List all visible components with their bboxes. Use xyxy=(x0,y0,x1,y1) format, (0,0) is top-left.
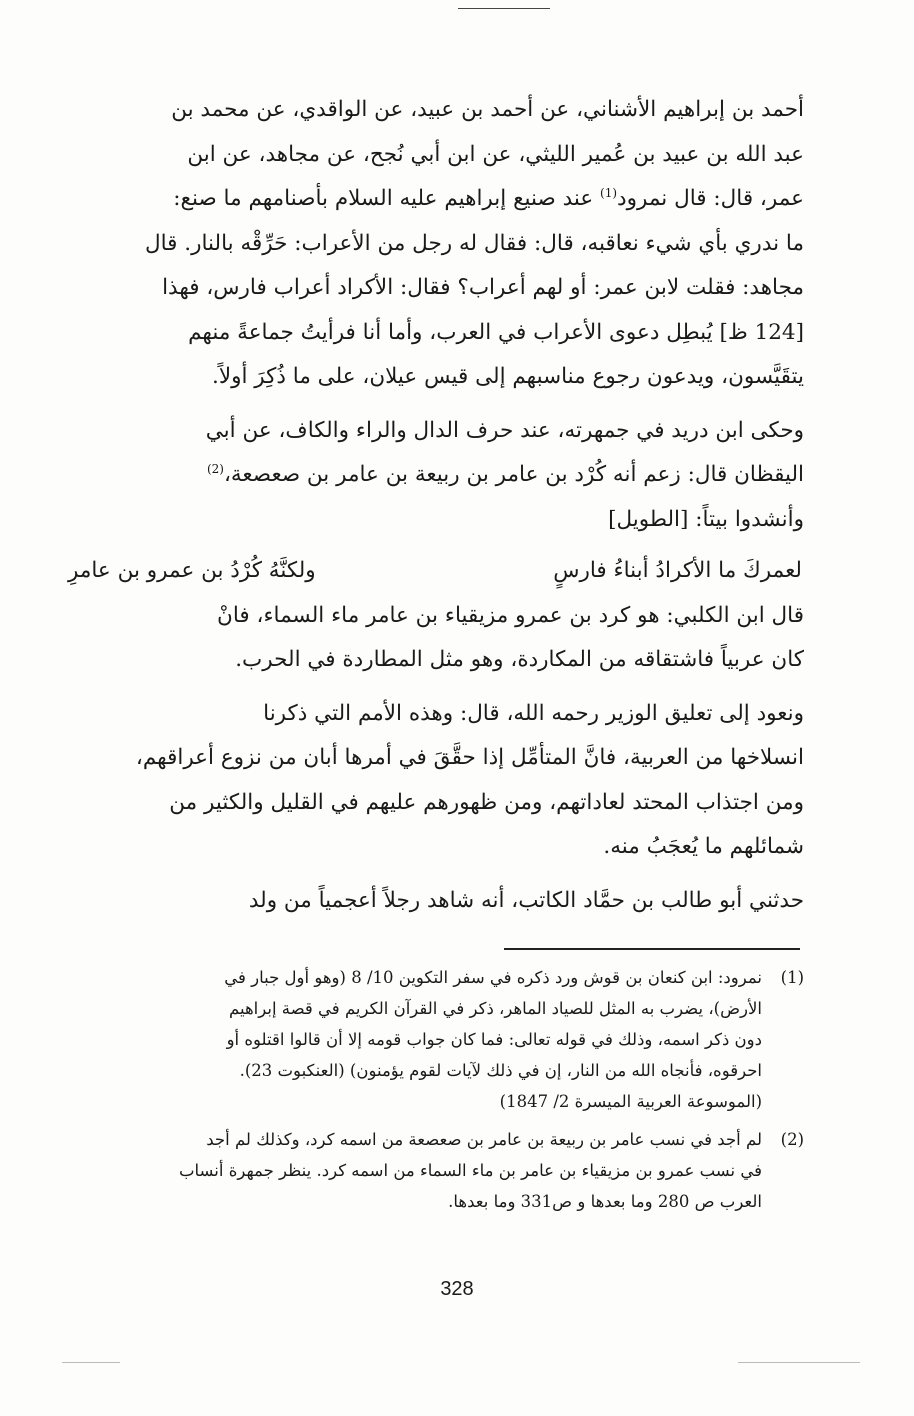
text-line: حدثني أبو طالب بن حمَّاد الكاتب، أنه شاهد رجلاً أعجمياً من ولد xyxy=(248,887,804,913)
paragraph-4 xyxy=(66,692,804,870)
text-line: ومن اجتذاب المحتد لعاداتهم، ومن ظهورهم عليهم في القليل والكثير من xyxy=(169,789,804,815)
bottom-rule-right xyxy=(738,1362,860,1363)
footnote-2 xyxy=(66,1124,804,1217)
paragraph-2 xyxy=(66,409,804,543)
text-line: كان عربياً فاشتقاقه من المكاردة، وهو مثل المطاردة في الحرب. xyxy=(235,647,804,672)
paragraph-3 xyxy=(66,594,804,683)
text-line: [124 ظ] يُبطِل دعوى الأعراب في العرب، وأما أنا فرأيتُ جماعةً منهم xyxy=(188,319,804,345)
text-line: ونعود إلى تعليق الوزير رحمه الله، قال: وهذه الأمم التي ذكرنا xyxy=(263,700,804,726)
bottom-rule-left xyxy=(62,1362,120,1363)
text-line: اليقظان قال: زعم أنه كُرْد بن عامر بن ربيعة بن عامر بن صعصعة،$^{(2)}$ xyxy=(206,461,804,487)
footnote-1 xyxy=(66,962,804,1117)
text-line: ما ندري بأي شيء نعاقبه، قال: فقال له رجل من الأعراب: حَرِّقْه بالنار. قال xyxy=(144,230,804,256)
top-rule xyxy=(458,8,550,9)
verse-first-hemistich: لعمركَ ما الأكرادُ أبناءُ فارسٍ xyxy=(553,558,802,583)
text-line: انسلاخها من العربية، فانَّ المتأمِّل إذا حقَّقَ في أمرها أبان من نزوع أعراقهم، xyxy=(135,745,804,770)
text-line: قال ابن الكلبي: هو كرد بن عمرو مزيقياء بن عامر ماء السماء، فانْ xyxy=(217,602,804,628)
footnotes xyxy=(66,962,804,1224)
text-line: أحمد بن إبراهيم الأشناني، عن أحمد بن عبيد، عن الواقدي، عن محمد بن xyxy=(171,97,804,122)
footnote-separator xyxy=(504,948,800,950)
verse-line xyxy=(66,549,804,594)
footnote-text: لم أجد في نسب عامر بن ربيعة بن عامر بن صعصعة من اسمه كرد، وكذلك لم أجد في نسب عمرو بن مزيقياء بن عامر بن ماء السماء من اسمه كرد. ينظر جمهرة أنساب العرب ص 280 وما بعدها و ص331 وما بعدها. xyxy=(179,1130,762,1211)
text-line: عبد الله بن عبيد بن عُمير الليثي، عن ابن أبي نُجح، عن مجاهد، عن ابن xyxy=(187,141,804,167)
text-line: شمائلهم ما يُعجَبُ منه. xyxy=(603,834,804,859)
text-line: وأنشدوا بيتاً: [الطويل] xyxy=(608,506,804,532)
footnote-ref-1[interactable]: (1) xyxy=(600,185,618,200)
main-text xyxy=(66,88,804,923)
text-line: عمر، قال: قال نمرود$^{(1)}$ عند صنيع إبراهيم عليه السلام بأصنامهم ما صنع: xyxy=(173,185,804,211)
footnote-marker: (1) xyxy=(780,968,804,987)
text-line: يتقَيَّسون، ويدعون رجوع مناسبهم إلى قيس عيلان، على ما ذُكِرَ أولاً. xyxy=(211,364,804,389)
text-line: وحكى ابن دريد في جمهرته، عند حرف الدال والراء والكاف، عن أبي xyxy=(205,417,804,443)
paragraph-1 xyxy=(66,88,804,400)
footnote-text: نمرود: ابن كنعان بن قوش ورد ذكره في سفر التكوين 10/ 8 (وهو أول جبار في الأرض)، يضرب به المثل للصياد الماهر، ذكر في القرآن الكريم في قصة إبراهيم دون ذكر اسمه، وذلك في قوله تعالى: فما كان جواب قومه إلا أن قالوا اقتلوه أو احرقوه، فأنجاه الله من النار، إن في ذلك لآيات لقوم يؤمنون) (العنكبوت 23). (الموسوعة العربية الميسرة 2/ 1847) xyxy=(224,968,762,1111)
footnote-ref-2[interactable]: (2) xyxy=(206,461,224,476)
page-number: 328 xyxy=(440,1278,474,1300)
text-line: مجاهد: فقلت لابن عمر: أو لهم أعراب؟ فقال: الأكراد أعراب فارس، فهذا xyxy=(162,275,804,300)
paragraph-5 xyxy=(66,879,804,924)
footnote-marker: (2) xyxy=(780,1130,804,1149)
verse-second-hemistich: ولكنَّهُ كُرْدُ بن عمرو بن عامرِ xyxy=(68,558,316,583)
